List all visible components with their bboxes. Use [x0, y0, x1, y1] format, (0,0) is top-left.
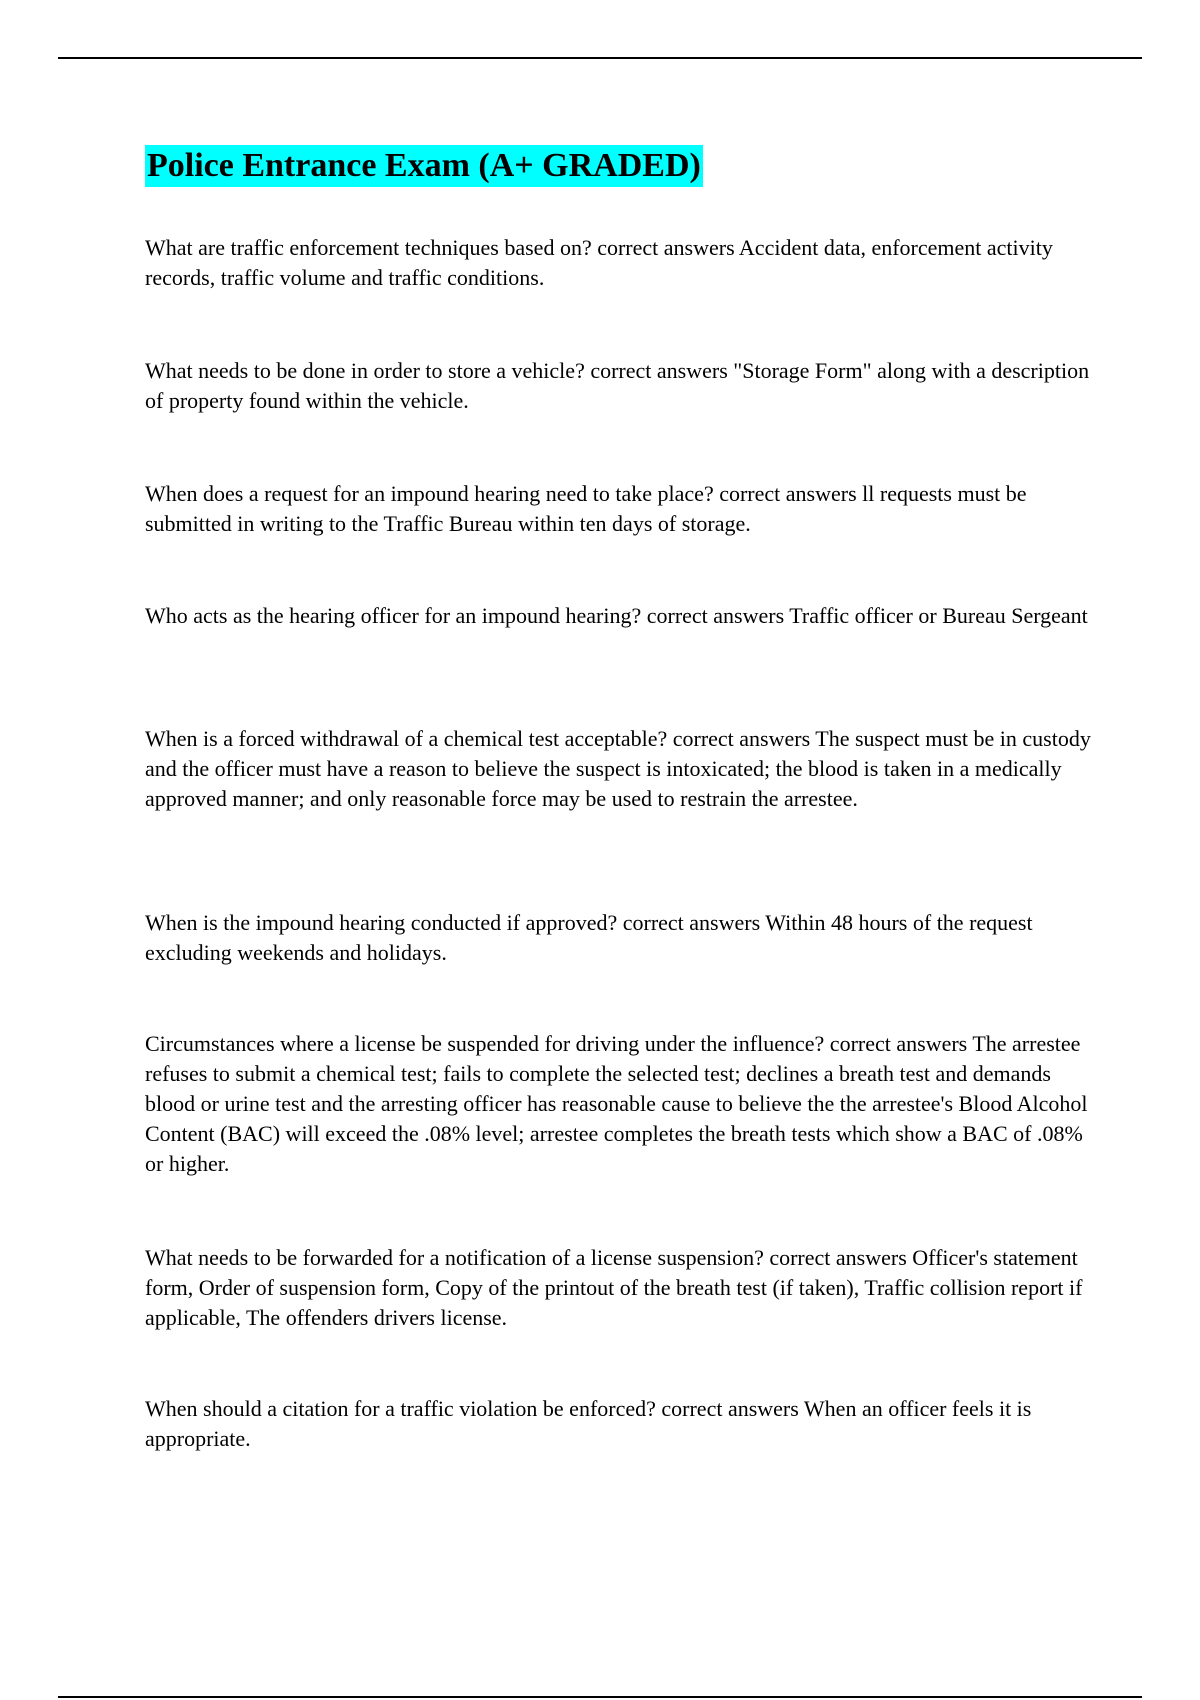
- header-rule: [58, 57, 1142, 59]
- title-wrap: [145, 145, 703, 187]
- qa-item: When is the impound hearing conducted if approved? correct answers Within 48 hours of the request excluding weekends and holidays.: [145, 910, 1033, 965]
- qa-item: What needs to be done in order to store a vehicle? correct answers "Storage Form" along with a description of property found within the vehicle.: [145, 358, 1090, 413]
- footer-rule: [58, 1696, 1142, 1698]
- qa-item: What needs to be forwarded for a notification of a license suspension? correct answers Officer's statement form, Order of suspension form, Copy of the printout of the breath test (if taken), Traffic collision report if applicable, The offenders drivers license.: [145, 1245, 1083, 1330]
- qa-item: When does a request for an impound hearing need to take place? correct answers ll requests must be submitted in writing to the Traffic Bureau within ten days of storage.: [145, 481, 1027, 536]
- qa-item: When is a forced withdrawal of a chemical test acceptable? correct answers The suspect must be in custody and the officer must have a reason to believe the suspect is intoxicated; the blood is taken in a medically approved manner; and only reasonable force may be used to restrain the arrestee.: [145, 726, 1091, 811]
- qa-item: Who acts as the hearing officer for an impound hearing? correct answers Traffic officer or Bureau Sergeant: [145, 603, 1088, 628]
- qa-item: What are traffic enforcement techniques based on? correct answers Accident data, enforcement activity records, traffic volume and traffic conditions.: [145, 235, 1053, 290]
- qa-item: When should a citation for a traffic violation be enforced? correct answers When an officer feels it is appropriate.: [145, 1396, 1032, 1451]
- qa-item: Circumstances where a license be suspended for driving under the influence? correct answers The arrestee refuses to submit a chemical test; fails to complete the selected test; declines a breath test and demands blood or urine test and the arresting officer has reasonable cause to believe the the arrestee's Blood Alcohol Content (BAC) will exceed the .08% level; arrestee completes the breath tests which show a BAC of .08% or higher.: [145, 1031, 1088, 1176]
- document-title: Police Entrance Exam (A+ GRADED): [145, 145, 703, 187]
